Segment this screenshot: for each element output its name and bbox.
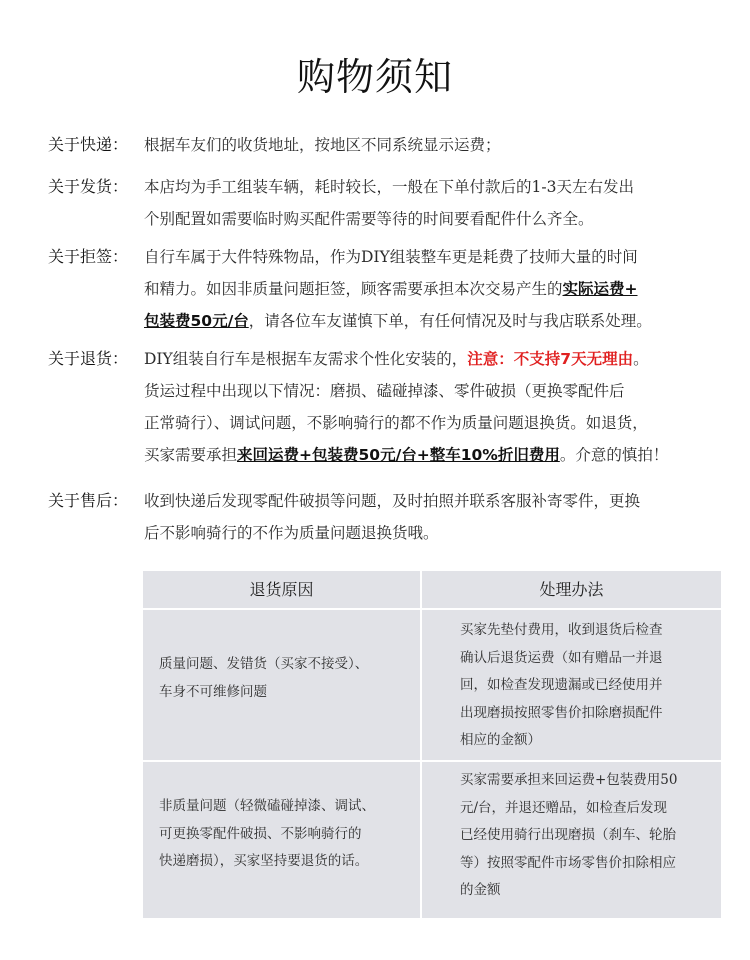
section-shipping xyxy=(48,171,738,235)
section-shipping-label: 关于发货： xyxy=(48,177,129,196)
text-segment: ，请各位车友谨慎下单，有任何情况及时与我店联系处理。 xyxy=(248,312,652,330)
cell-line: 相应的金额） xyxy=(460,732,541,748)
section-aftersale-text xyxy=(144,485,732,549)
cell-line: 非质量问题（轻微磕碰掉漆、调试、 xyxy=(159,798,375,814)
table-column-divider xyxy=(420,571,422,918)
cell-line: 质量问题、发错货（买家不接受）、 xyxy=(159,656,369,672)
section-returns-text xyxy=(144,343,732,471)
text-segment: 买家需要承担 xyxy=(144,446,238,464)
table-cell-reason xyxy=(159,651,414,706)
table-cell-method xyxy=(460,617,718,755)
page-title: 购物须知 xyxy=(296,55,453,99)
text-line: 收到快递后发现零配件破损等问题，及时拍照并联系客服补寄零件，更换 xyxy=(144,492,641,510)
section-shipping-text xyxy=(144,171,732,235)
text-line xyxy=(144,343,732,375)
text-line: 自行车属于大件特殊物品，作为DIY组装整车更是耗费了技师大量的时间 xyxy=(144,248,638,266)
table-cell-method xyxy=(460,767,718,905)
cell-line: 车身不可维修问题 xyxy=(159,683,267,700)
cell-line: 快递磨损），买家坚持要退货的话。 xyxy=(159,853,369,869)
section-express-text xyxy=(144,129,732,161)
text-line: 根据车友们的收货地址，按地区不同系统显示运费； xyxy=(144,136,501,154)
cell-line: 买家先垫付费用，收到退货后检查 xyxy=(460,622,663,638)
return-policy-table xyxy=(143,571,721,918)
section-refusal xyxy=(48,241,738,337)
packing-fee-highlight: 包装费50元/台 xyxy=(144,312,249,330)
no-7-day-return-warning: 注意：不支持7天无理由 xyxy=(467,350,634,368)
section-aftersale-label: 关于售后： xyxy=(48,491,129,510)
section-returns-label: 关于退货： xyxy=(48,349,129,368)
cell-line: 可更换零配件破损、不影响骑行的 xyxy=(159,825,362,842)
cell-line: 已经使用骑行出现磨损（刹车、轮胎 xyxy=(460,827,676,843)
section-express-label: 关于快递： xyxy=(48,135,129,154)
cell-line: 元/台，并退还赠品，如检查后发现 xyxy=(460,799,668,816)
text-segment: 和精力。如因非质量问题拒签，顾客需要承担本次交易产生的 xyxy=(144,280,563,298)
text-segment: 。介意的慎拍！ xyxy=(559,446,669,464)
cell-line: 出现磨损按照零售价扣除磨损配件 xyxy=(460,704,663,721)
text-line: 正常骑行）、调试问题，不影响骑行的都不作为质量问题退换货。如退货， xyxy=(144,414,648,432)
table-row-divider xyxy=(143,760,721,762)
table-header-reason: 退货原因 xyxy=(249,580,314,599)
section-returns xyxy=(48,343,738,471)
table-header-method: 处理办法 xyxy=(539,580,604,599)
table-row-divider xyxy=(143,608,721,610)
return-fee-highlight: 来回运费+包装费50元/台+整车10%折旧费用 xyxy=(237,446,560,464)
text-segment: 。 xyxy=(633,350,649,368)
text-line: 后不影响骑行的不作为质量问题退换货哦。 xyxy=(144,524,439,542)
cell-line: 的金额 xyxy=(460,882,501,898)
text-line: 货运过程中出现以下情况：磨损、磕碰掉漆、零件破损（更换零配件后 xyxy=(144,382,625,400)
table-cell-reason xyxy=(159,793,414,876)
text-line: 个别配置如需要临时购买配件需要等待的时间要看配件什么齐全。 xyxy=(144,210,594,228)
shipping-fee-highlight: 实际运费+ xyxy=(562,280,638,298)
cell-line: 等）按照零配件市场零售价扣除相应 xyxy=(460,854,676,871)
section-refusal-label: 关于拒签： xyxy=(48,247,129,266)
text-line xyxy=(144,273,732,305)
section-refusal-text xyxy=(144,241,732,337)
text-line xyxy=(144,439,732,471)
section-aftersale xyxy=(48,485,738,549)
cell-line: 买家需要承担来回运费+包装费用50 xyxy=(460,772,678,788)
text-line: 本店均为手工组装车辆，耗时较长，一般在下单付款后的1-3天左右发出 xyxy=(144,178,634,196)
cell-line: 回，如检查发现遗漏或已经使用并 xyxy=(460,677,663,693)
section-express xyxy=(48,129,738,161)
cell-line: 确认后退货运费（如有赠品一并退 xyxy=(460,649,663,666)
text-segment: DIY组装自行车是根据车友需求个性化安装的， xyxy=(144,350,468,368)
text-line xyxy=(144,305,732,337)
